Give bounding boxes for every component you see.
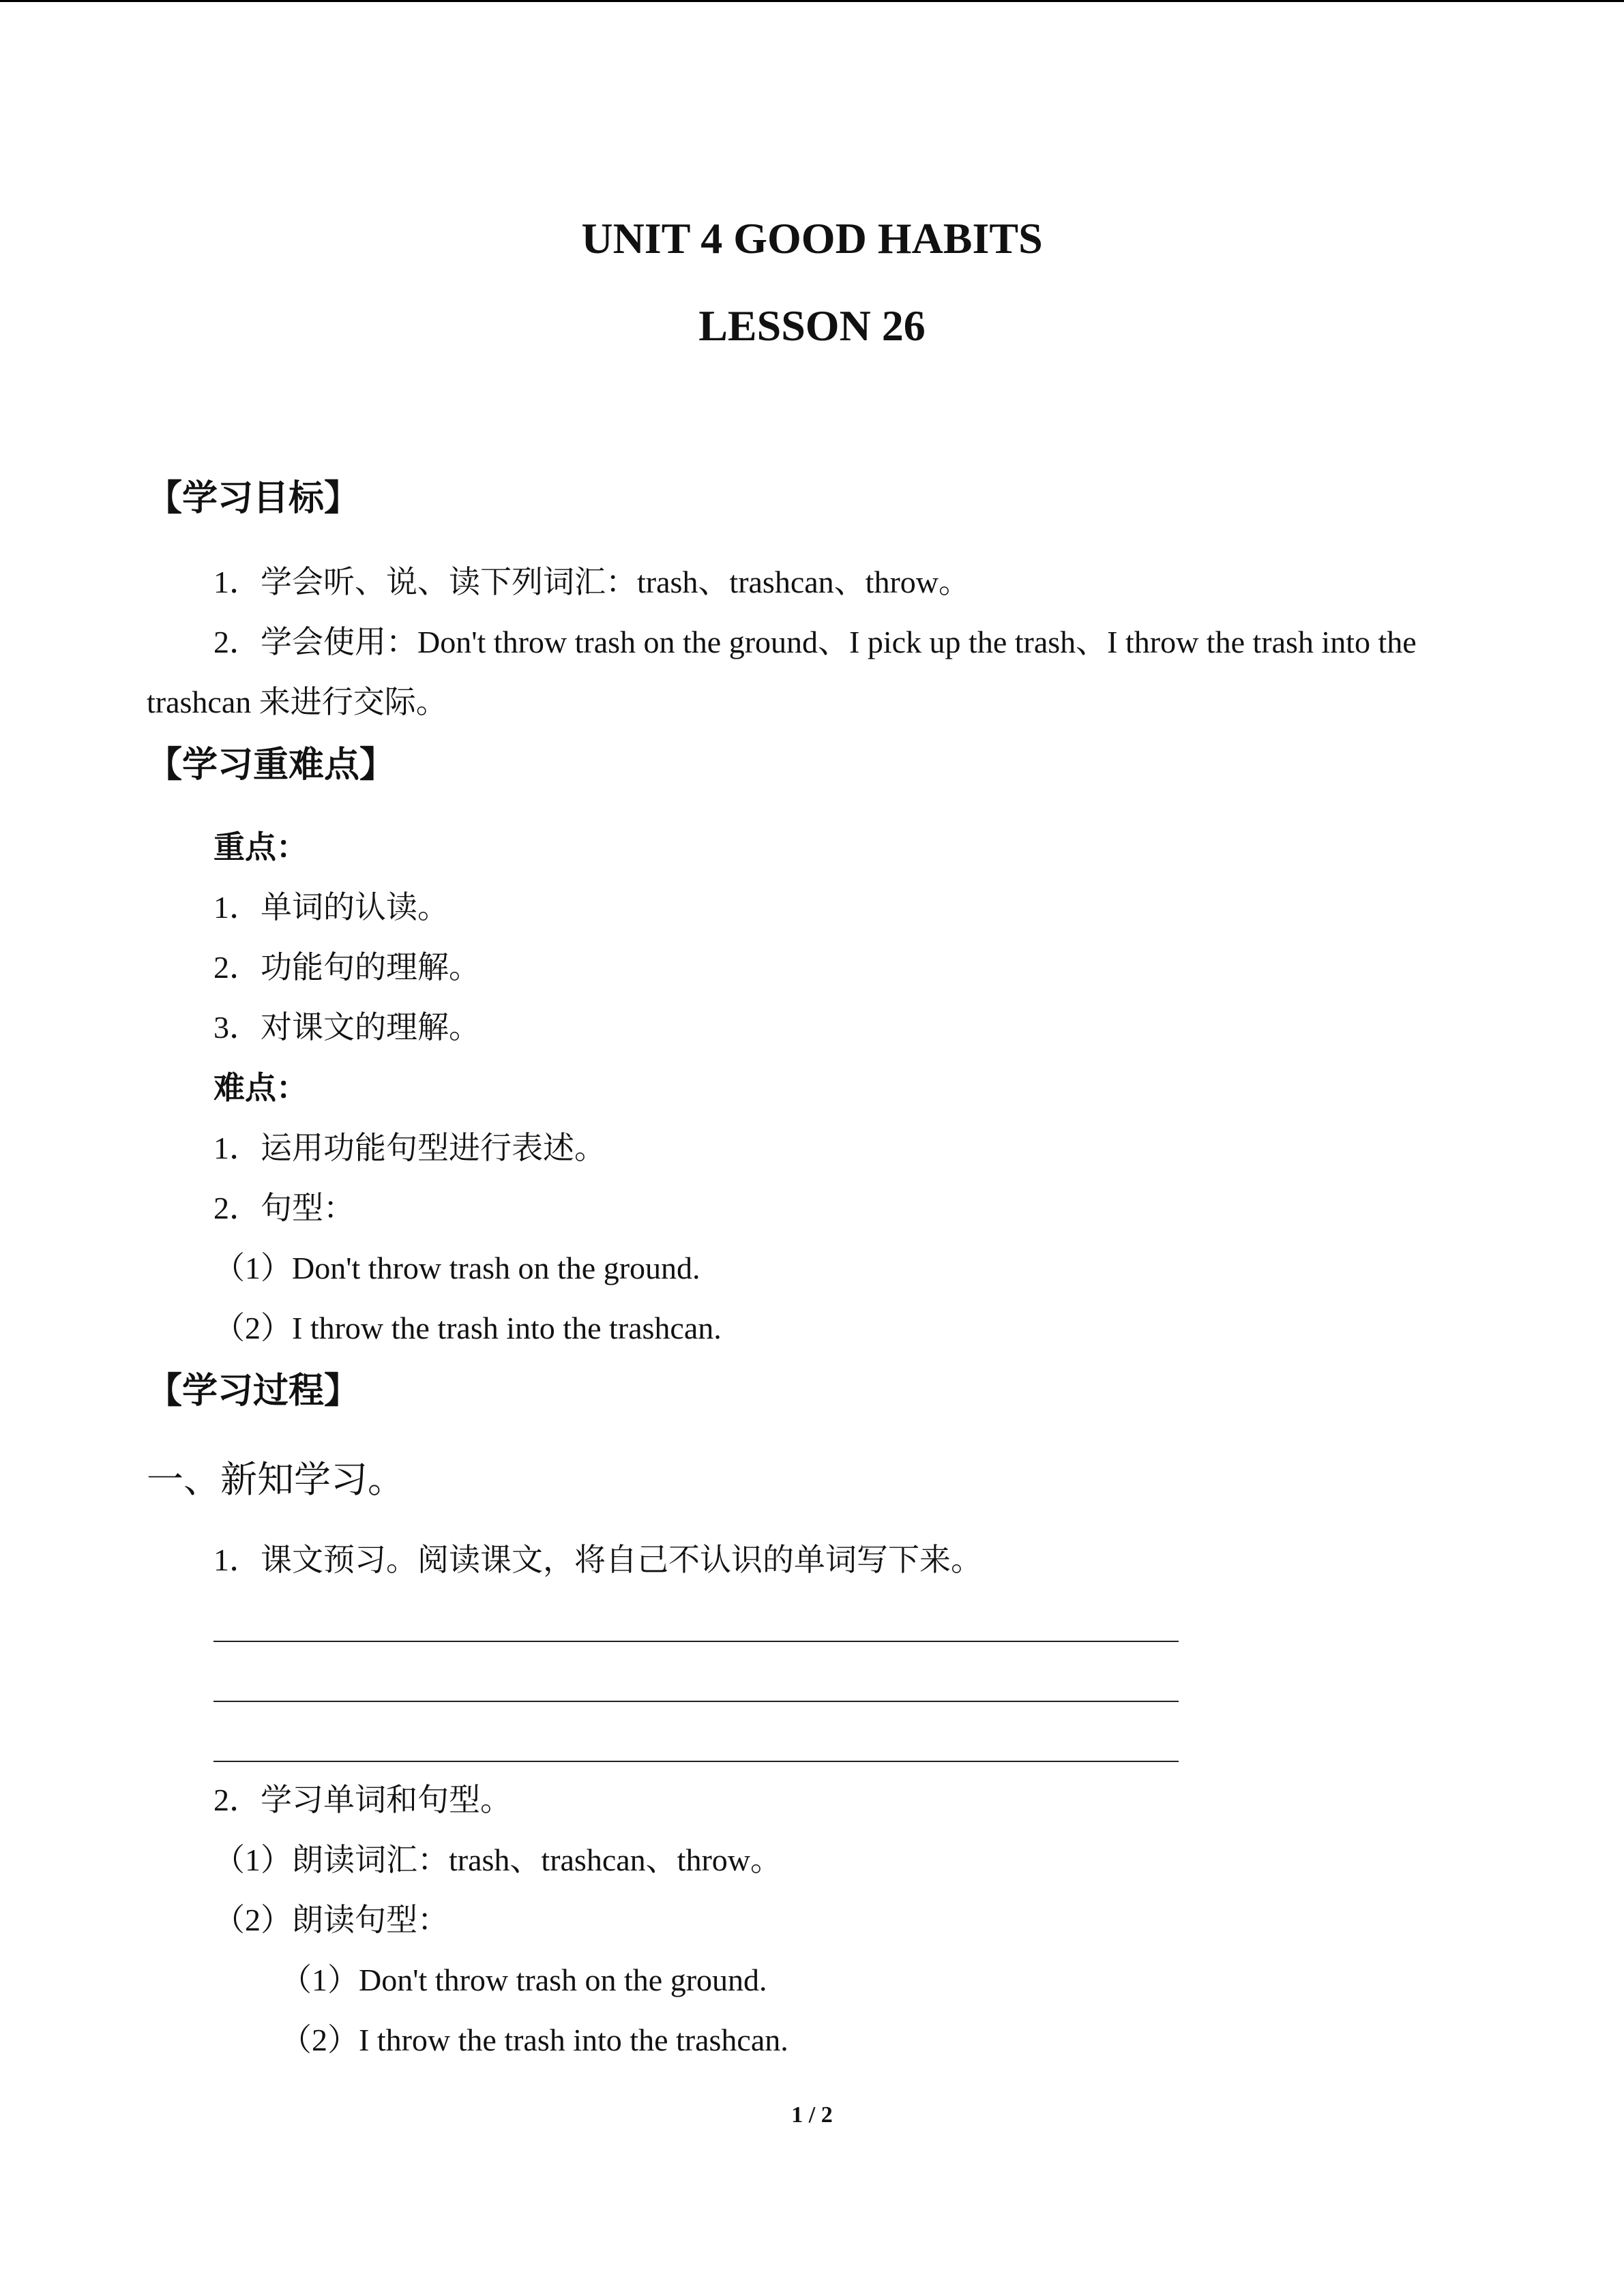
- difficulty-item-2: 2．句型：: [213, 1191, 355, 1225]
- practice-sentence-1: （1）Don't throw trash on the ground.: [280, 1963, 767, 1997]
- process-heading: 【学习过程】: [147, 1371, 360, 1412]
- practice-sentence-2: （2）I throw the trash into the trashcan.: [280, 2023, 788, 2057]
- difficulty-item-1: 1．运用功能句型进行表述。: [213, 1131, 606, 1165]
- objective-item-2-continued: trashcan 来进行交际。: [147, 685, 447, 719]
- answer-blank-line-2: [213, 1701, 1179, 1702]
- step-2-sub-1: （1）朗读词汇：trash、trashcan、throw。: [213, 1843, 782, 1877]
- objective-item-2: 2．学会使用：Don't throw trash on the ground、I pick up the trash、I throw the trash into the: [213, 625, 1417, 659]
- step-2: 2．学习单词和句型。: [213, 1783, 512, 1817]
- step-1: 1．课文预习。阅读课文，将自己不认识的单词写下来。: [213, 1542, 982, 1577]
- step-2-sub-2: （2）朗读句型：: [213, 1903, 449, 1937]
- page-number: 1 / 2: [791, 2102, 833, 2128]
- document-title: UNIT 4 GOOD HABITS: [581, 214, 1043, 263]
- lesson-title: LESSON 26: [698, 301, 926, 350]
- objectives-heading: 【学习目标】: [147, 478, 360, 519]
- key-points-heading: 【学习重难点】: [147, 745, 396, 786]
- focus-item-1: 1．单词的认读。: [213, 890, 449, 925]
- difficulty-label: 难点：: [213, 1071, 308, 1105]
- focus-item-2: 2．功能句的理解。: [213, 950, 480, 985]
- answer-blank-line-1: [213, 1641, 1179, 1642]
- difficulty-sentence-2: （2）I throw the trash into the trashcan.: [213, 1311, 722, 1345]
- focus-item-3: 3．对课文的理解。: [213, 1010, 480, 1045]
- answer-blank-line-3: [213, 1761, 1179, 1762]
- section-1-title: 一、新知学习。: [147, 1459, 404, 1500]
- focus-label: 重点：: [213, 830, 308, 865]
- top-border: [0, 0, 1624, 2]
- objective-item-1: 1．学会听、说、读下列词汇：trash、trashcan、throw。: [213, 565, 970, 599]
- difficulty-sentence-1: （1）Don't throw trash on the ground.: [213, 1251, 700, 1285]
